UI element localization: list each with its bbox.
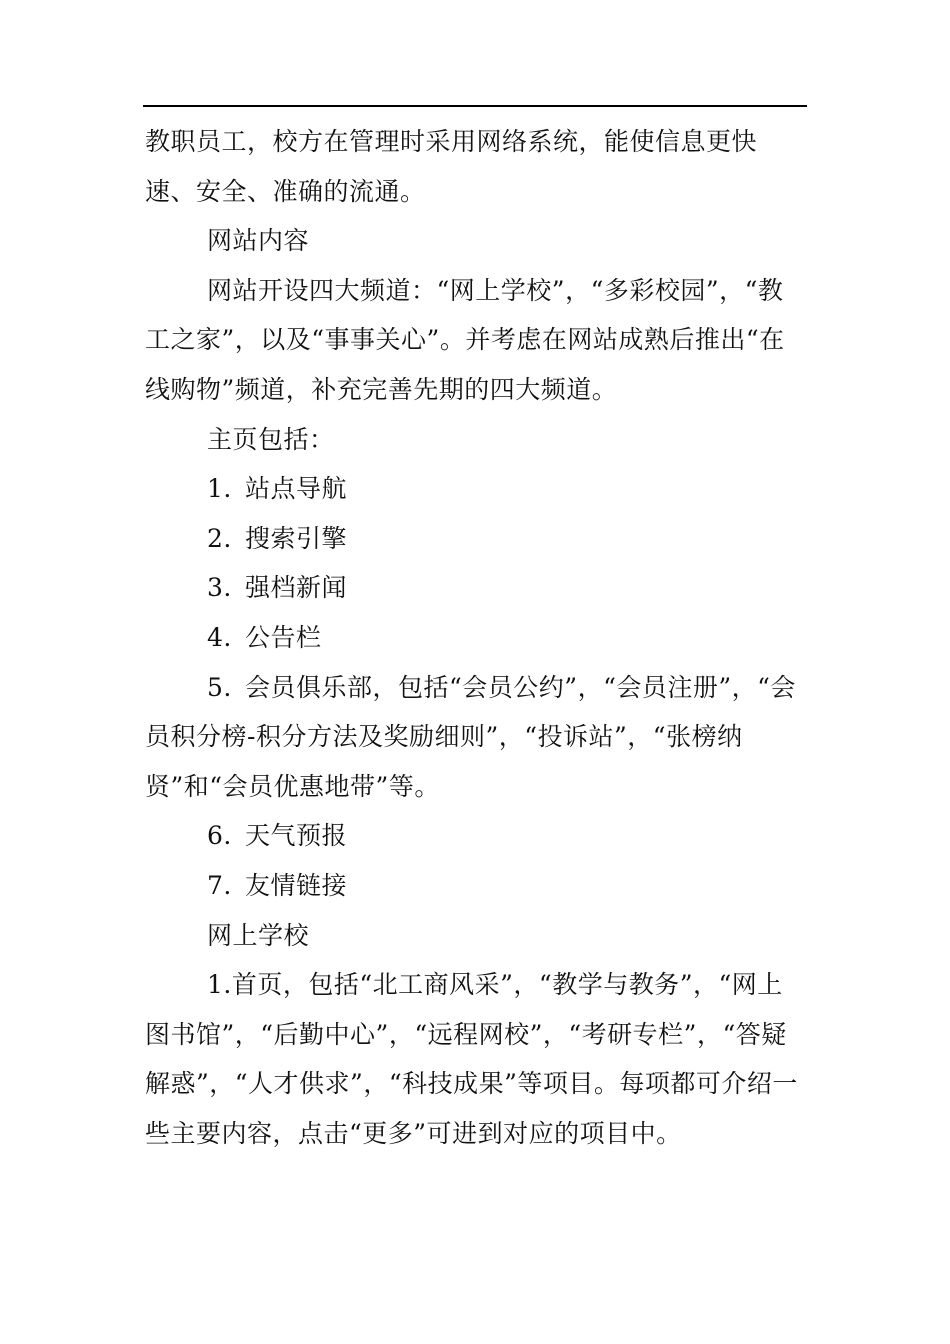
list-item-number: 2. bbox=[207, 523, 232, 553]
list-item-number: 5. bbox=[207, 672, 232, 702]
paragraph-staff-network: 教职员工，校方在管理时采用网络系统，能使信息更快速、安全、准确的流通。 bbox=[145, 127, 758, 206]
section-heading-site-content: 网站内容 bbox=[207, 226, 310, 256]
list-item-number: 1. bbox=[207, 474, 232, 504]
list-item-number: 4. bbox=[207, 622, 232, 652]
section-heading-online-school: 网上学校 bbox=[207, 920, 310, 950]
list-item bbox=[145, 514, 807, 564]
list-item bbox=[145, 613, 807, 663]
list-item-text: 公告栏 bbox=[245, 622, 322, 652]
list-item bbox=[145, 811, 807, 861]
list-item-text: 搜索引擎 bbox=[245, 523, 348, 553]
list-item-text: 友情链接 bbox=[245, 870, 348, 900]
list-item-number: 3. bbox=[207, 573, 232, 603]
list-item-number: 7. bbox=[207, 870, 232, 900]
list-item bbox=[145, 663, 807, 812]
list-item-number: 6. bbox=[207, 821, 232, 851]
homepage-item-list bbox=[145, 464, 807, 910]
list-item-text: 天气预报 bbox=[245, 821, 348, 851]
list-item bbox=[145, 464, 807, 514]
paragraph-channels: 网站开设四大频道：“网上学校”，“多彩校园”，“教工之家”，以及“事事关心”。并考虑在网站成熟后推出“在线购物”频道，补充完善先期的四大频道。 bbox=[145, 275, 785, 404]
list-item bbox=[145, 563, 807, 613]
list-item-text: 强档新闻 bbox=[245, 573, 348, 603]
header-rule bbox=[143, 105, 807, 107]
paragraph-school-homepage: 1.首页，包括“北工商风采”，“教学与教务”，“网上图书馆”，“后勤中心”，“远程网校”，“考研专栏”，“答疑解惑”，“人才供求”，“科技成果”等项目。每项都可介绍一些主要内容，点击“更多”可进到对应的项目中。 bbox=[145, 970, 798, 1148]
list-item-text: 站点导航 bbox=[245, 474, 348, 504]
list-item bbox=[145, 861, 807, 911]
document-body bbox=[145, 117, 807, 1158]
homepage-heading: 主页包括： bbox=[207, 424, 335, 454]
list-item-text: 会员俱乐部，包括“会员公约”，“会员注册”，“会员积分榜-积分方法及奖励细则”，“投诉站”，“张榜纳贤”和“会员优惠地带”等。 bbox=[145, 672, 796, 801]
